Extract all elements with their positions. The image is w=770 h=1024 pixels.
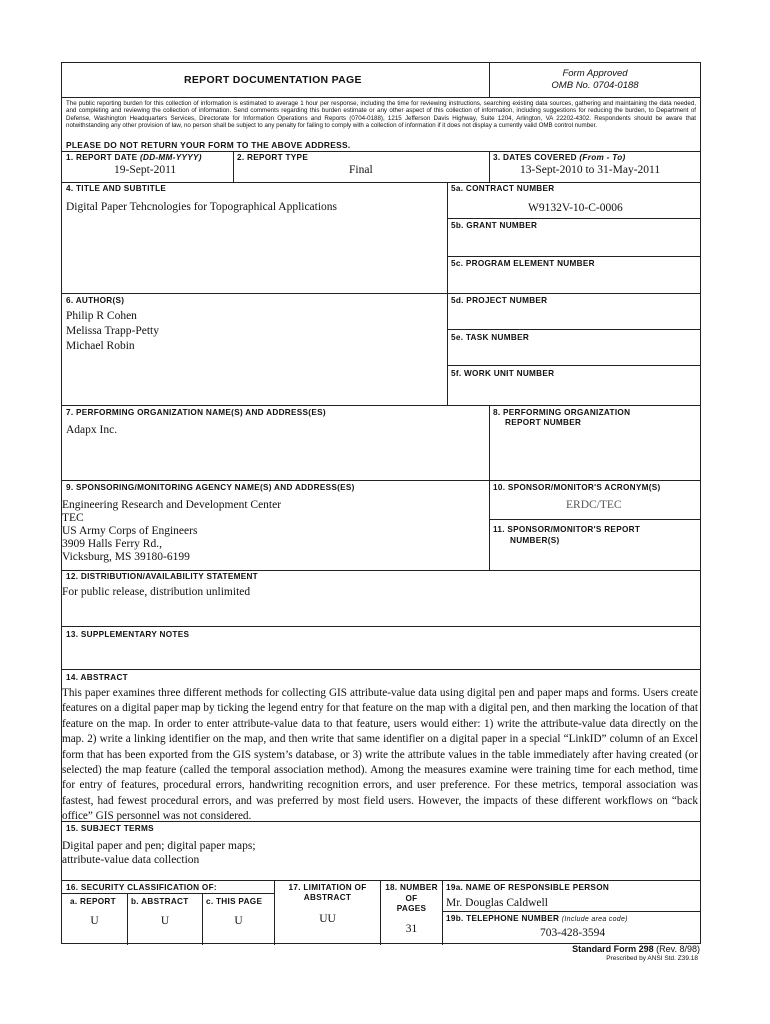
report-date-value: 19-Sept-2011	[114, 164, 177, 176]
subject-line: attribute-value data collection	[62, 854, 200, 866]
distribution-value: For public release, distribution unlimited	[62, 586, 251, 598]
limitation-value: UU	[319, 913, 336, 925]
author: Philip R Cohen	[66, 310, 137, 322]
limitation-label: 17. LIMITATION OF	[288, 883, 367, 892]
work-unit-label: 5f. WORK UNIT NUMBER	[451, 369, 555, 378]
perf-report-number-label-2: REPORT NUMBER	[505, 418, 582, 427]
task-number-label: 5e. TASK NUMBER	[451, 333, 530, 342]
sec-abstract-label: b. ABSTRACT	[131, 897, 189, 906]
sponsor-line: Engineering Research and Development Center	[62, 499, 282, 511]
authors-list	[66, 309, 159, 354]
do-not-return-notice: PLEASE DO NOT RETURN YOUR FORM TO THE ABOVE ADDRESS.	[66, 140, 351, 150]
sec-report-value: U	[90, 915, 99, 927]
abstract-text: This paper examines three different methods for collecting GIS attribute-value data using digital pen and paper maps and forms. Users create features on a digital paper map by ticking the legend entry for that feature on the map with a digital pen, and then marking the location of that feature on the map. In order to enter attribute-value data to that feature, users would either: 1) write the attribute-value data directly on the map. 2) write a linking identifier on the map, and then write that same identifier on a digital paper in a special “LinkID” column of an Excel form that has been exported from the GIS system’s database, or 3) write the attribute values in the table immediately after having created (or selected) the map feature (called the temporal association method). Among the measures examine were training time for each method, time for entry of features, procedural errors, handwriting recognition errors, and user preference. For these metrics, temporal association was fastest, had fewest procedural errors, and was preferred by most field users. However, the impacts of these different workflows on “back office” GIS personnel was not considered.	[62, 687, 698, 823]
telephone-label: 19b. TELEPHONE NUMBER (Include area code)	[446, 914, 628, 923]
author: Melissa Trapp-Petty	[66, 325, 159, 337]
acronym-label: 10. SPONSOR/MONITOR'S ACRONYM(S)	[493, 483, 661, 492]
subject-terms-label: 15. SUBJECT TERMS	[66, 824, 154, 833]
subject-line: Digital paper and pen; digital paper maps;	[62, 840, 256, 852]
burden-statement: The public reporting burden for this collection of information is estimated to average 1 hour per response, including the time for reviewing instructions, searching existing data sources, gathering and maintaining the data needed, and completing and reviewing the collection of information. Send comments regarding this burden estimate or any other aspect of this collection of information, including suggestions for reducing the burden, to Department of Defense, Washington Headquarters Services, Directorate for Information Operations and Reports (0704-0188), 1215 Jefferson Davis Highway, Suite 1204, Arlington, VA 22202-4302. Respondents should be aware that notwithstanding any other provision of law, no person shall be subject to any penalty for failing to comply with a collection of information if it does not display a currently valid OMB control number.	[66, 100, 696, 130]
sec-report-label: a. REPORT	[70, 897, 116, 906]
page-title: REPORT DOCUMENTATION PAGE	[184, 74, 362, 86]
report-type-value: Final	[349, 164, 373, 176]
report-type-label: 2. REPORT TYPE	[237, 153, 309, 162]
sponsor-line: Vicksburg, MS 39180-6199	[62, 551, 190, 563]
distribution-label: 12. DISTRIBUTION/AVAILABILITY STATEMENT	[66, 572, 258, 581]
supplementary-notes-label: 13. SUPPLEMENTARY NOTES	[66, 630, 190, 639]
program-element-label: 5c. PROGRAM ELEMENT NUMBER	[451, 259, 595, 268]
sec-abstract-value: U	[160, 915, 170, 927]
sponsor-line: TEC	[62, 512, 84, 524]
performing-org-value: Adapx Inc.	[66, 424, 118, 436]
pages-label: 18. NUMBER	[385, 883, 438, 892]
author: Michael Robin	[66, 340, 135, 352]
security-classification-label: 16. SECURITY CLASSIFICATION OF:	[66, 883, 217, 892]
sponsor-line: 3909 Halls Ferry Rd.,	[62, 538, 162, 550]
perf-report-number-label: 8. PERFORMING ORGANIZATION	[493, 408, 631, 417]
abstract-label: 14. ABSTRACT	[66, 673, 128, 682]
responsible-person-value: Mr. Douglas Caldwell	[446, 897, 548, 909]
title-value: Digital Paper Tehcnologies for Topographical Applications	[66, 201, 338, 213]
subject-terms	[62, 839, 256, 867]
form-approved: Form Approved	[562, 68, 628, 79]
contract-number-label: 5a. CONTRACT NUMBER	[451, 184, 555, 193]
sponsor-address	[62, 499, 281, 564]
project-number-label: 5d. PROJECT NUMBER	[451, 296, 548, 305]
title-label: 4. TITLE AND SUBTITLE	[66, 184, 167, 193]
prescribed-note: Prescribed by ANSI Std. Z39.18	[606, 955, 698, 962]
limitation-label-2: ABSTRACT	[303, 893, 352, 902]
sec-page-value: U	[234, 915, 243, 927]
pages-value: 31	[405, 923, 418, 935]
report-date-label: 1. REPORT DATE (DD-MM-YYYY)	[66, 153, 202, 162]
sponsor-line: US Army Corps of Engineers	[62, 525, 198, 537]
sponsor-label: 9. SPONSORING/MONITORING AGENCY NAME(S) AND ADDRESS(ES)	[66, 483, 355, 492]
responsible-person-label: 19a. NAME OF RESPONSIBLE PERSON	[446, 883, 610, 892]
contract-number-value: W9132V-10-C-0006	[528, 202, 623, 214]
report-documentation-form	[61, 62, 701, 944]
authors-label: 6. AUTHOR(S)	[66, 296, 125, 305]
pages-label-2: OF	[405, 894, 418, 903]
dates-covered-value: 13-Sept-2010 to 31-May-2011	[520, 164, 661, 176]
sec-page-label: c. THIS PAGE	[206, 897, 263, 906]
omb-number: OMB No. 0704-0188	[551, 80, 639, 91]
performing-org-label: 7. PERFORMING ORGANIZATION NAME(S) AND ADDRESS(ES)	[66, 408, 326, 417]
grant-number-label: 5b. GRANT NUMBER	[451, 221, 538, 230]
standard-form: Standard Form 298 (Rev. 8/98)	[572, 944, 700, 954]
sponsor-report-label-2: NUMBER(S)	[510, 536, 560, 545]
sponsor-report-label: 11. SPONSOR/MONITOR'S REPORT	[493, 525, 641, 534]
pages-label-3: PAGES	[396, 904, 427, 913]
dates-covered-label: 3. DATES COVERED (From - To)	[493, 153, 626, 162]
acronym-value: ERDC/TEC	[566, 499, 622, 511]
telephone-value: 703-428-3594	[540, 927, 606, 939]
